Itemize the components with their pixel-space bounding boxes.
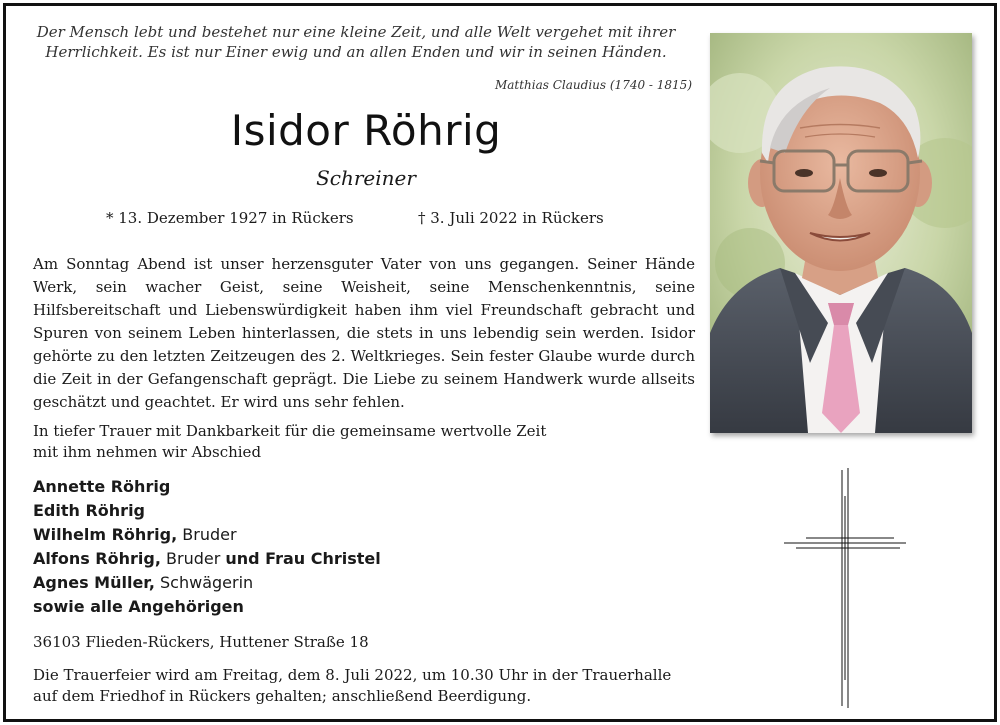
mourner-item: Edith Röhrig: [33, 501, 146, 520]
obituary-notice: [3, 3, 997, 722]
mourners-list: [33, 475, 695, 619]
deceased-name: Isidor Röhrig: [230, 106, 502, 155]
mourner-item: Alfons Röhrig, Bruder und Frau Christel: [33, 549, 381, 568]
family-address: 36103 Flieden-Rückers, Huttener Straße 18: [33, 633, 369, 651]
farewell-line: mit ihm nehmen wir Abschied: [33, 443, 262, 461]
birth-date: * 13. Dezember 1927 in Rückers: [106, 209, 354, 227]
farewell-text: [33, 421, 695, 463]
mourner-item: sowie alle Angehörigen: [33, 597, 244, 616]
death-date: † 3. Juli 2022 in Rückers: [418, 209, 604, 227]
quote-text: Der Mensch lebt und bestehet nur eine kleine Zeit, und alle Welt vergehet mit ihrer Herrlichkeit. Es ist nur Einer ewig und an allen Enden und wir in seinen Händen.: [36, 23, 676, 61]
portrait-photo: [710, 33, 972, 433]
mourner-item: Wilhelm Röhrig, Bruder: [33, 525, 237, 544]
quote-author: Matthias Claudius (1740 - 1815): [494, 78, 692, 92]
service-line: auf dem Friedhof in Rückers gehalten; anschließend Beerdigung.: [33, 687, 532, 705]
cross-icon: [782, 468, 908, 708]
service-line: Die Trauerfeier wird am Freitag, dem 8. Juli 2022, um 10.30 Uhr in der Trauerhalle: [33, 666, 672, 684]
mourner-item: Annette Röhrig: [33, 477, 171, 496]
deceased-profession: Schreiner: [316, 166, 416, 190]
farewell-line: In tiefer Trauer mit Dankbarkeit für die gemeinsame wertvolle Zeit: [33, 422, 547, 440]
funeral-service-info: [33, 665, 713, 707]
mourner-item: Agnes Müller, Schwägerin: [33, 573, 254, 592]
obituary-text: Am Sonntag Abend ist unser herzensguter Vater von uns gegangen. Seiner Hände Werk, sein wacher Geist, seine Weisheit, seine Menschenkenntnis, seine Hilfsbereitschaft und Liebenswürdigkeit haben ihm viel Freundschaft gebracht und Spuren von seinem Leben hinterlassen, die stets in uns lebendig sein werden. Isidor gehörte zu den letzten Zeitzeugen des 2. Weltkrieges. Sein fester Glaube wurde durch die Zeit in der Gefangenschaft geprägt. Die Liebe zu seinem Handwerk wurde allseits geschätzt und geachtet. Er wird uns sehr fehlen.: [33, 255, 695, 411]
